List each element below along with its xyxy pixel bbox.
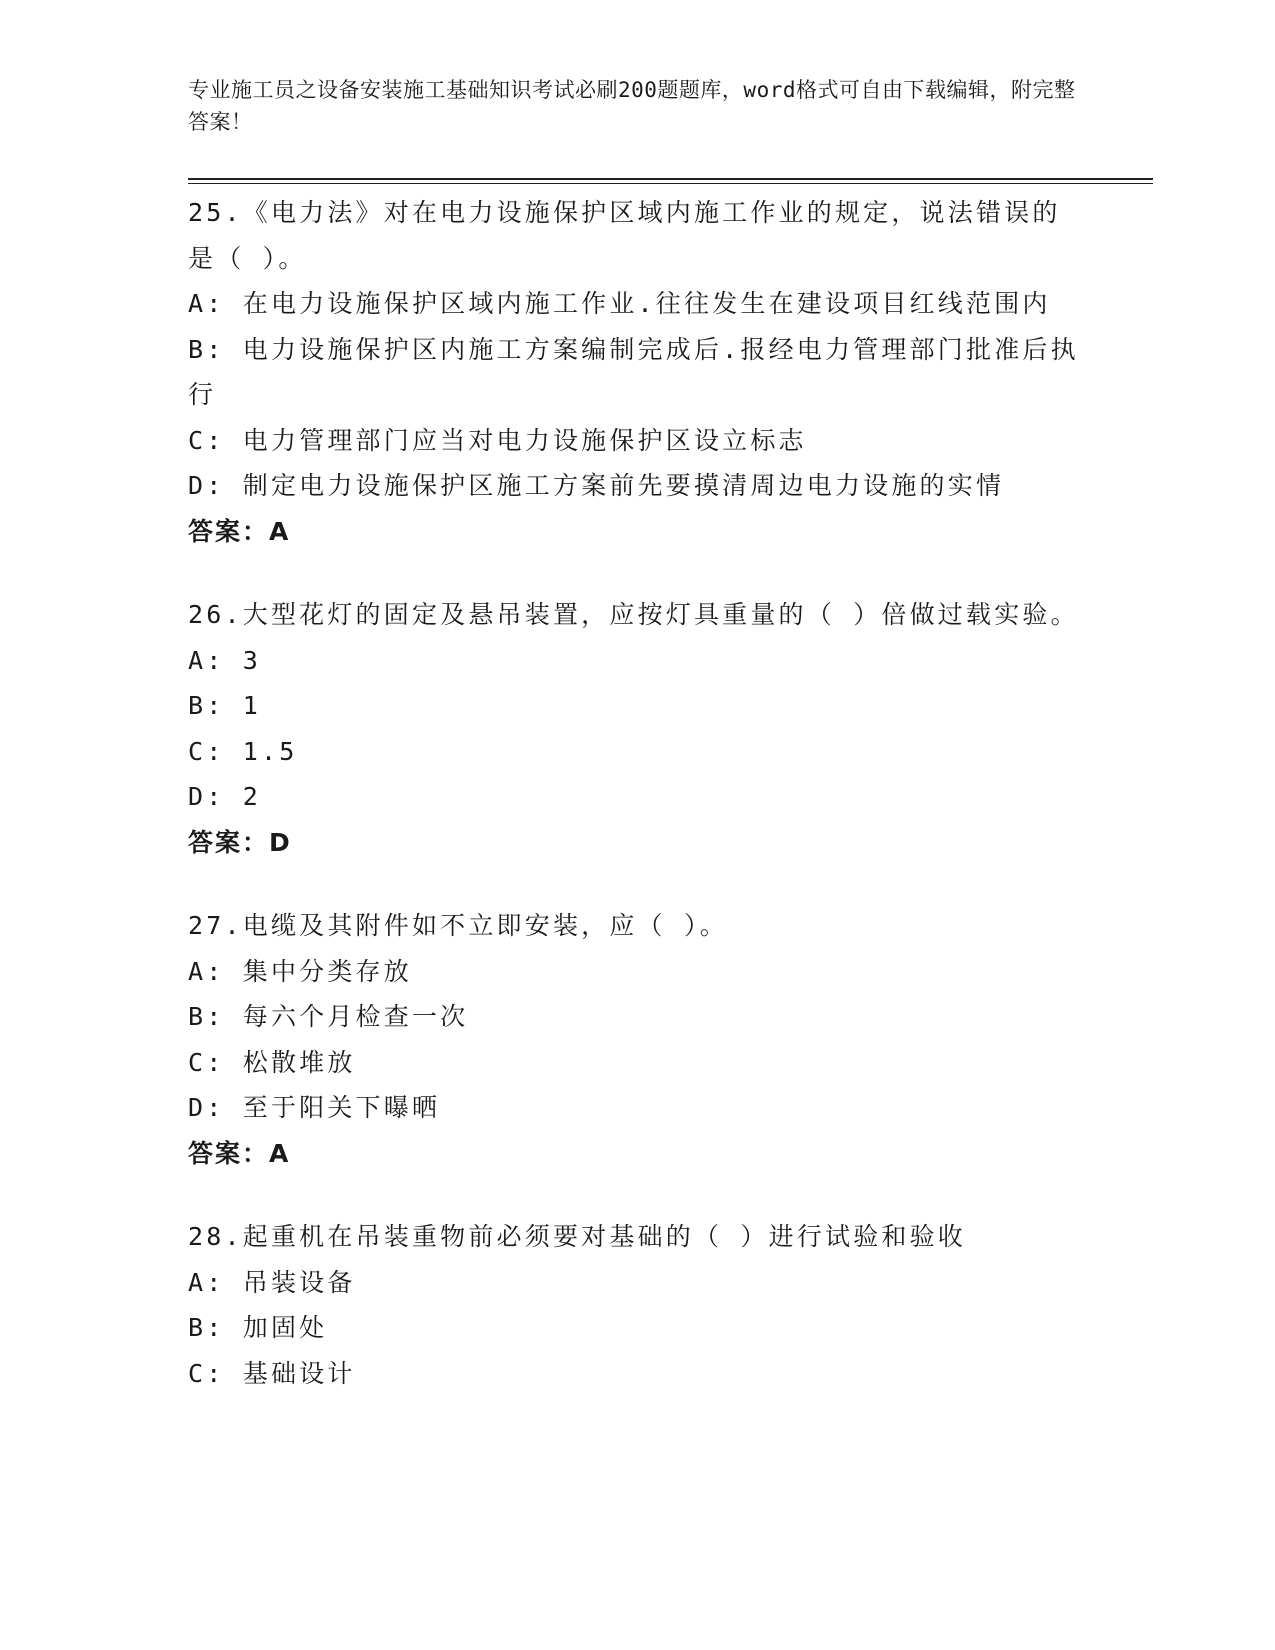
question-28	[188, 1214, 1088, 1396]
option-a: A: 3	[188, 645, 262, 675]
answer: 答案：A	[188, 1138, 291, 1168]
option-d: D: 制定电力设施保护区施工方案前先要摸清周边电力设施的实情	[188, 471, 1005, 500]
option-a: A: 集中分类存放	[188, 956, 412, 986]
option-a: A: 在电力设施保护区域内施工作业.往往发生在建设项目红线范围内	[188, 289, 1051, 318]
document-title: 专业施工员之设备安装施工基础知识考试必刷200题题库，word格式可自由下载编辑，附完整答案！	[188, 78, 1076, 134]
question-26	[188, 592, 1088, 865]
answer: 答案：D	[188, 827, 292, 857]
option-b: B: 加固处	[188, 1313, 328, 1342]
option-b: B: 电力设施保护区内施工方案编制完成后.报经电力管理部门批准后执行	[188, 334, 1079, 409]
header-divider-thick	[188, 178, 1153, 180]
question-stem: 26.大型花灯的固定及悬吊装置，应按灯具重量的（ ）倍做过载实验。	[188, 600, 1079, 629]
option-c: C: 松散堆放	[188, 1047, 356, 1077]
document-header	[188, 74, 1088, 138]
header-divider-thin	[188, 183, 1153, 184]
option-c: C: 电力管理部门应当对电力设施保护区设立标志	[188, 425, 807, 455]
option-b: B: 每六个月检查一次	[188, 1002, 469, 1031]
question-25	[188, 190, 1088, 554]
question-list	[188, 190, 1088, 1434]
question-stem: 27.电缆及其附件如不立即安装，应（ ）。	[188, 911, 728, 940]
option-d: D: 至于阳关下曝晒	[188, 1093, 441, 1122]
option-d: D: 2	[188, 782, 262, 811]
option-c: C: 基础设计	[188, 1358, 356, 1388]
question-27	[188, 903, 1088, 1176]
option-c: C: 1.5	[188, 736, 298, 766]
option-a: A: 吊装设备	[188, 1267, 356, 1297]
option-b: B: 1	[188, 691, 262, 720]
question-stem: 28.起重机在吊装重物前必须要对基础的（ ）进行试验和验收	[188, 1222, 967, 1251]
question-stem: 25.《电力法》对在电力设施保护区域内施工作业的规定，说法错误的是（ ）。	[188, 198, 1061, 273]
answer: 答案：A	[188, 516, 291, 546]
